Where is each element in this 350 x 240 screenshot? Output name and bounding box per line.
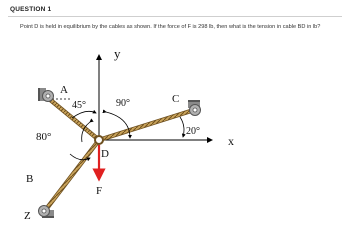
point-c-label: C [172, 93, 180, 105]
point-d-label: D [101, 148, 109, 160]
anchor-a [38, 88, 54, 102]
y-axis-label: y [114, 46, 121, 61]
point-b-label: B [26, 173, 34, 185]
cable-bd-fill [44, 140, 99, 212]
angle-90-label: 90° [116, 98, 130, 109]
angle-80-label: 80° [36, 131, 52, 143]
question-header: QUESTION 1 [10, 6, 52, 13]
point-z-label: Z [24, 210, 31, 222]
angle-arc-20 [180, 117, 184, 137]
x-axis-label: x [228, 134, 234, 148]
angle-20-label: 20° [186, 126, 200, 137]
angle-arc-45 [72, 111, 96, 118]
point-d-ring [95, 136, 103, 144]
angle-45-label: 45° [72, 100, 86, 111]
question-prompt: Point D is held in equilibrium by the cables as shown. If the force of F is 298 lb, then what is the tension in cable BD in lb? [20, 24, 321, 30]
anchor-b [39, 206, 55, 219]
force-label: F [96, 185, 103, 197]
point-a-label: A [60, 84, 68, 96]
